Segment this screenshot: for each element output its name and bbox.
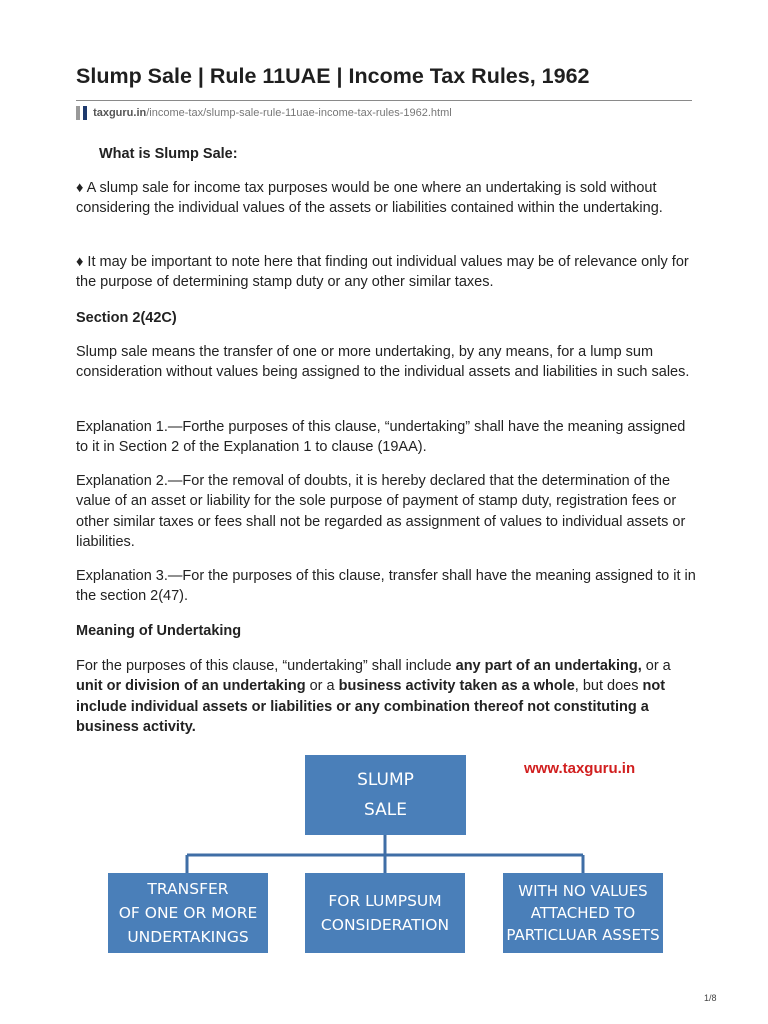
box-text: UNDERTAKINGS: [127, 928, 249, 946]
box-text: OF ONE OR MORE: [118, 904, 258, 922]
transfer-box: [108, 873, 268, 953]
box-text: CONSIDERATION: [320, 916, 450, 934]
explanation-2: Explanation 2.—For the removal of doubts, it is hereby declared that the determination of the value of an asset or liability for the sole purpose of payment of stamp duty, registration fees or other similar taxes or fees shall not be regarded as assignment of values to individual assets or liabilities.: [76, 473, 686, 550]
box-text: WITH NO VALUES: [518, 882, 648, 900]
what-heading: What is Slump Sale:: [99, 146, 238, 162]
meaning-text: , but does: [574, 678, 643, 695]
meaning-text: For the purposes of this clause, “undertaking” shall include: [76, 658, 456, 674]
bullet-1: ♦ A slump sale for income tax purposes would be one where an undertaking is sold without considering the individual values of the assets or liabilities contained within the undertaking.: [76, 180, 663, 217]
box-text: ATTACHED TO: [530, 904, 636, 922]
section-paragraph: Slump sale means the transfer of one or more undertaking, by any means, for a lump sum consideration without values being assigned to the individual assets and liabilities in such sales.: [76, 344, 690, 381]
section-heading: Section 2(42C): [76, 310, 177, 326]
box-text: PARTICLUAR ASSETS: [506, 926, 660, 944]
bullet-2: ♦ It may be important to note here that finding out individual values may be of relevance only for the purpose of determining stamp duty or any other similar taxes.: [76, 254, 689, 291]
meaning-text: or a: [305, 678, 339, 695]
meaning-bold: any part of an undertaking,: [455, 658, 642, 674]
meaning-bold: business activity taken as a whole: [338, 678, 575, 695]
page-title: Slump Sale | Rule 11UAE | Income Tax Rules, 1962: [76, 64, 590, 88]
page-number: 1/8: [704, 993, 717, 1003]
source-path: /income-tax/slump-sale-rule-11uae-income-tax-rules-1962.html: [146, 106, 452, 119]
explanation-3: Explanation 3.—For the purposes of this clause, transfer shall have the meaning assigned to it in the section 2(47).: [76, 568, 696, 605]
box-text: SALE: [364, 800, 407, 820]
brand-watermark: www.taxguru.in: [524, 760, 636, 777]
meaning-text: or a: [641, 658, 671, 674]
box-text: SLUMP: [357, 770, 414, 790]
meaning-bold: not include individual assets or liabilities or any combination thereof not constituting a business activity.: [76, 678, 666, 735]
meaning-bold: unit or division of an undertaking: [76, 678, 306, 695]
source-domain: taxguru.in: [93, 106, 147, 119]
no-values-box: [503, 873, 663, 953]
explanation-1: Explanation 1.—Forthe purposes of this clause, “undertaking” shall have the meaning assigned to it in Section 2 of the Explanation 1 to clause (19AA).: [76, 419, 686, 456]
slump-sale-box: [305, 755, 466, 835]
meaning-heading: Meaning of Undertaking: [76, 623, 242, 639]
box-text: TRANSFER: [147, 880, 229, 898]
lumpsum-box: [305, 873, 465, 953]
box-text: FOR LUMPSUM: [328, 892, 442, 910]
